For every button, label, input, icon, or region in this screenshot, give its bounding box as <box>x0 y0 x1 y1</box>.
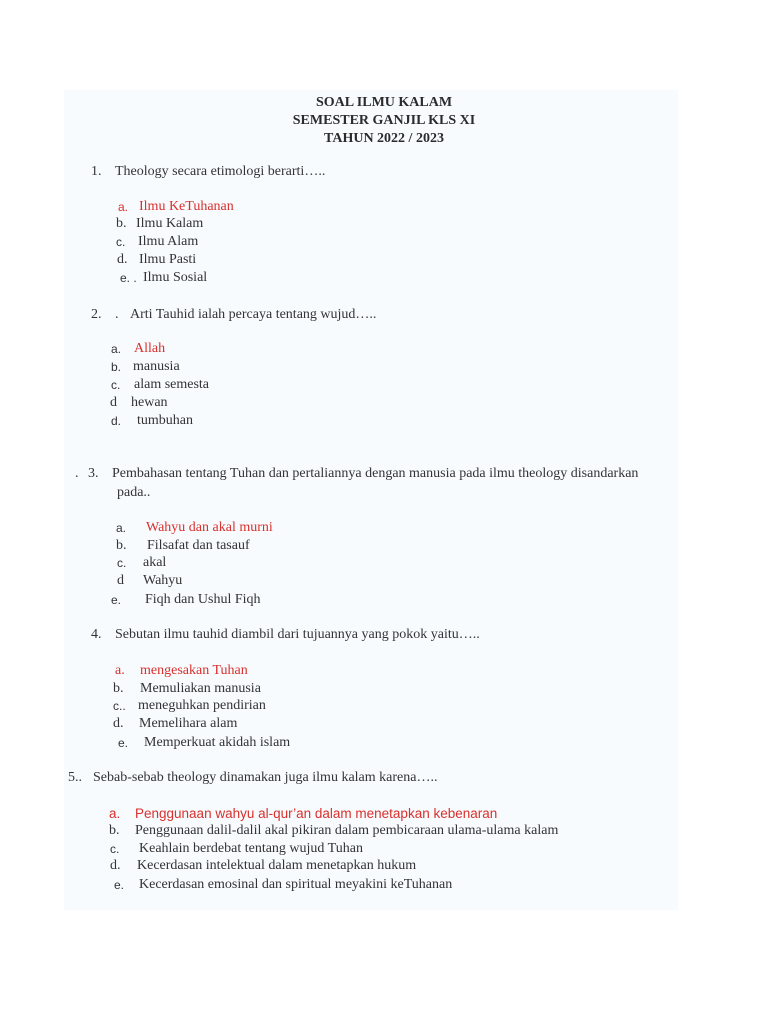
q4-option-b-label: b. <box>113 681 124 696</box>
question-1-text: Theology secara etimologi berarti….. <box>115 164 326 179</box>
q2-option-c-label: c. <box>111 378 121 392</box>
question-2-text: Arti Tauhid ialah percaya tentang wujud….. <box>130 307 377 322</box>
q1-option-e-text: Ilmu Sosial <box>143 270 208 285</box>
q3-option-b-label: b. <box>116 538 127 553</box>
q1-option-e-label: e. . <box>120 271 137 285</box>
q3-option-a-label: a. <box>116 521 127 535</box>
q1-option-a-text: Ilmu KeTuhanan <box>139 199 234 214</box>
question-4-number: 4. <box>91 627 102 642</box>
q4-option-a-label: a. <box>115 663 125 678</box>
q3-option-b-text: Filsafat dan tasauf <box>147 538 250 553</box>
q3-option-c-label: c. <box>117 556 127 570</box>
q4-option-d-text: Memelihara alam <box>139 716 238 731</box>
q2-option-a-label: a. <box>111 342 122 356</box>
q3-option-c-text: akal <box>143 555 167 570</box>
q5-option-d-text: Kecerdasan intelektual dalam menetapkan hukum <box>137 858 417 873</box>
q5-option-e-label: e. <box>114 878 125 892</box>
question-3-prefix: . <box>75 466 79 481</box>
title-line-3: TAHUN 2022 / 2023 <box>324 131 444 146</box>
q1-option-b-label: b. <box>116 216 127 231</box>
q3-option-d-label: d <box>117 573 124 588</box>
q4-option-a-text: mengesakan Tuhan <box>140 663 248 678</box>
q4-option-d-label: d. <box>113 716 124 731</box>
q1-option-d-label: d. <box>117 252 128 267</box>
question-2-prefix: . <box>115 307 119 322</box>
q3-option-e-text: Fiqh dan Ushul Fiqh <box>145 592 261 607</box>
q2-option-d-label: d <box>110 395 117 410</box>
q5-option-d-label: d. <box>110 858 121 873</box>
q2-option-b-text: manusia <box>133 359 180 374</box>
q1-option-b-text: Ilmu Kalam <box>136 216 204 231</box>
question-5-text: Sebab-sebab theology dinamakan juga ilmu kalam karena….. <box>93 770 438 785</box>
q2-option-d2-label: d. <box>111 414 122 428</box>
q5-option-e-text: Kecerdasan emosinal dan spiritual meyakini keTuhanan <box>139 877 453 892</box>
question-3-number: 3. <box>88 466 99 481</box>
q5-option-b-text: Penggunaan dalil-dalil akal pikiran dalam pembicaraan ulama-ulama kalam <box>135 823 559 838</box>
question-2-number: 2. <box>91 307 102 322</box>
q5-option-a-text: Penggunaan wahyu al-qur’an dalam menetapkan kebenaran <box>135 806 498 821</box>
q2-option-a-text: Allah <box>134 341 166 356</box>
question-4-text: Sebutan ilmu tauhid diambil dari tujuannya yang pokok yaitu….. <box>115 627 480 642</box>
title-line-2: SEMESTER GANJIL KLS XI <box>292 113 476 128</box>
q5-option-c-text: Keahlain berdebat tentang wujud Tuhan <box>139 841 363 856</box>
question-3-text: Pembahasan tentang Tuhan dan pertaliannya dengan manusia pada ilmu theology disandarkan <box>112 466 639 481</box>
q4-option-e-label: e. <box>118 736 129 750</box>
q5-option-a-label: a. <box>109 806 121 821</box>
q4-option-b-text: Memuliakan manusia <box>140 681 261 696</box>
q2-option-b-label: b. <box>111 360 122 374</box>
q1-option-c-text: Ilmu Alam <box>138 234 199 249</box>
title-line-1: SOAL ILMU KALAM <box>315 95 453 110</box>
q4-option-c-text: meneguhkan pendirian <box>138 698 266 713</box>
question-5-number: 5.. <box>68 770 82 785</box>
question-1-number: 1. <box>91 164 102 179</box>
q2-option-d2-text: tumbuhan <box>137 413 193 428</box>
q5-option-b-label: b. <box>109 823 120 838</box>
q4-option-e-text: Memperkuat akidah islam <box>144 735 291 750</box>
q1-option-a-label: a. <box>118 200 129 214</box>
q1-option-c-label: c. <box>116 235 126 249</box>
q2-option-d-text: hewan <box>131 395 168 410</box>
q3-option-d-text: Wahyu <box>143 573 183 588</box>
q1-option-d-text: Ilmu Pasti <box>139 252 197 267</box>
q3-option-e-label: e. <box>111 593 122 607</box>
q5-option-c-label: c. <box>110 842 120 856</box>
q4-option-c-label: c.. <box>113 699 126 713</box>
q2-option-c-text: alam semesta <box>134 377 210 392</box>
q3-option-a-text: Wahyu dan akal murni <box>146 520 273 535</box>
question-3-text-continued: pada.. <box>117 485 151 500</box>
